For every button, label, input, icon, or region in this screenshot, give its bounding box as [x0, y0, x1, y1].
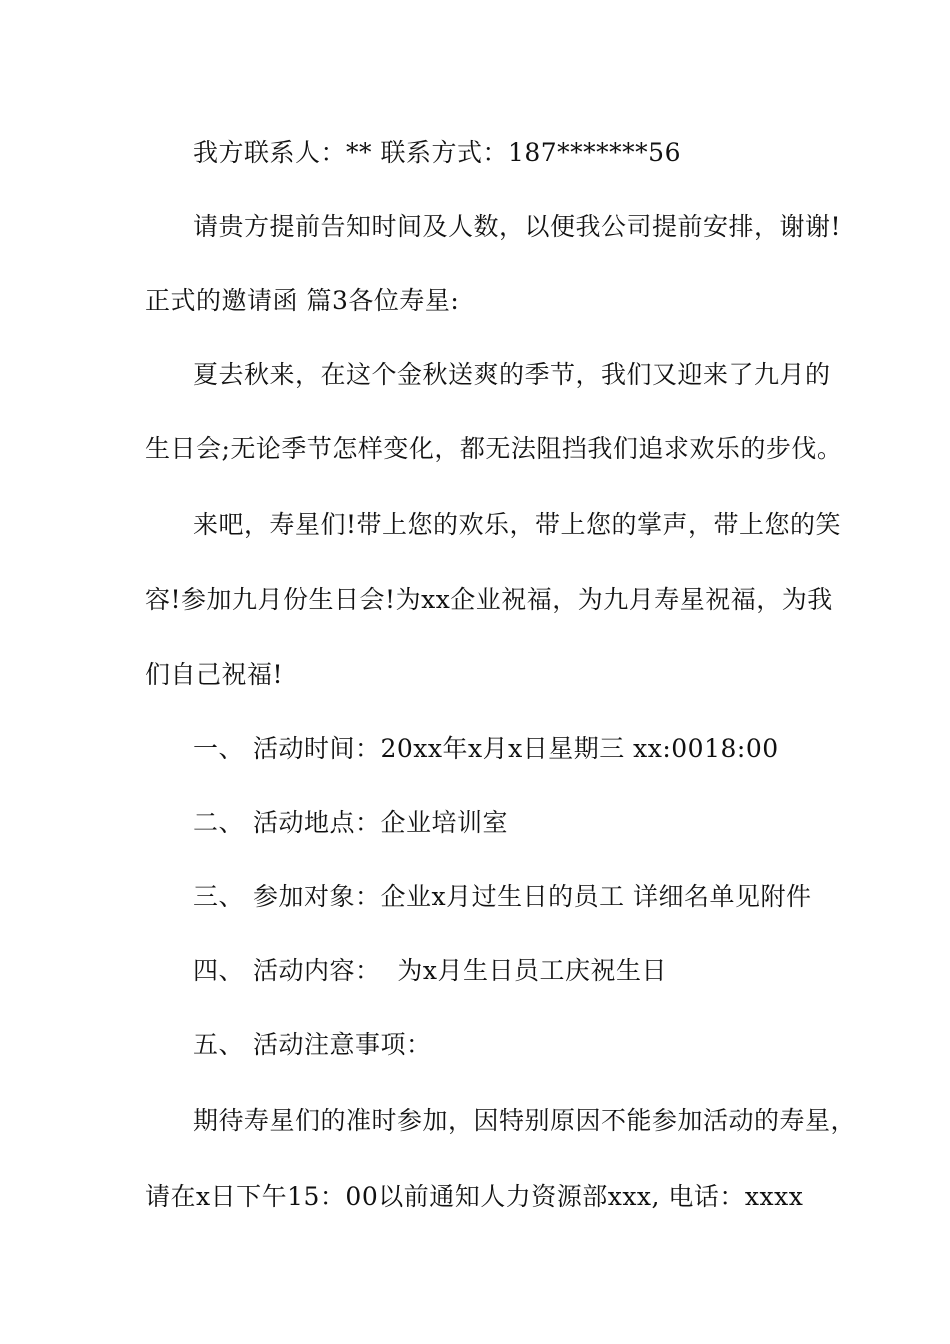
list-item-number: 五、 — [193, 1030, 245, 1059]
closing-line: 请在x日下午15：00以前通知人力资源部xxx, 电话：xxxx — [145, 1182, 804, 1211]
list-item-text: 参加对象：企业x月过生日的员工 详细名单见附件 — [253, 882, 812, 911]
list-item — [193, 1028, 432, 1062]
list-item — [193, 806, 508, 840]
notice-line: 请贵方提前告知时间及人数，以便我公司提前安排，谢谢! — [193, 212, 842, 241]
paragraph-line: 夏去秋来，在这个金秋送爽的季节，我们又迎来了九月的 — [193, 360, 831, 389]
list-item-text: 活动注意事项： — [253, 1030, 432, 1059]
list-item — [193, 732, 779, 766]
closing-line: 期待寿星们的准时参加，因特别原因不能参加活动的寿星， — [193, 1106, 857, 1135]
paragraph-line: 来吧，寿星们!带上您的欢乐，带上您的掌声，带上您的笑 — [193, 510, 842, 539]
list-item — [193, 880, 812, 914]
list-item-number: 一、 — [193, 734, 245, 763]
paragraph-line: 容!参加九月份生日会!为xx企业祝福，为九月寿星祝福，为我 — [145, 585, 833, 614]
list-item-number: 四、 — [193, 956, 245, 985]
list-item-text: 活动地点：企业培训室 — [253, 808, 509, 837]
list-item-text: 活动时间：20xx年x月x日星期三 xx:0018:00 — [253, 734, 779, 763]
paragraph-line: 生日会;无论季节怎样变化，都无法阻挡我们追求欢乐的步伐。 — [145, 434, 843, 463]
list-item-number: 二、 — [193, 808, 245, 837]
list-item-number: 三、 — [193, 882, 245, 911]
paragraph-line: 们自己祝福! — [145, 660, 284, 689]
list-item-text: 活动内容： 为x月生日员工庆祝生日 — [253, 956, 667, 985]
list-item — [193, 954, 667, 988]
section-heading: 正式的邀请函 篇3各位寿星: — [145, 286, 460, 315]
contact-line: 我方联系人：** 联系方式：187*******56 — [193, 138, 681, 167]
